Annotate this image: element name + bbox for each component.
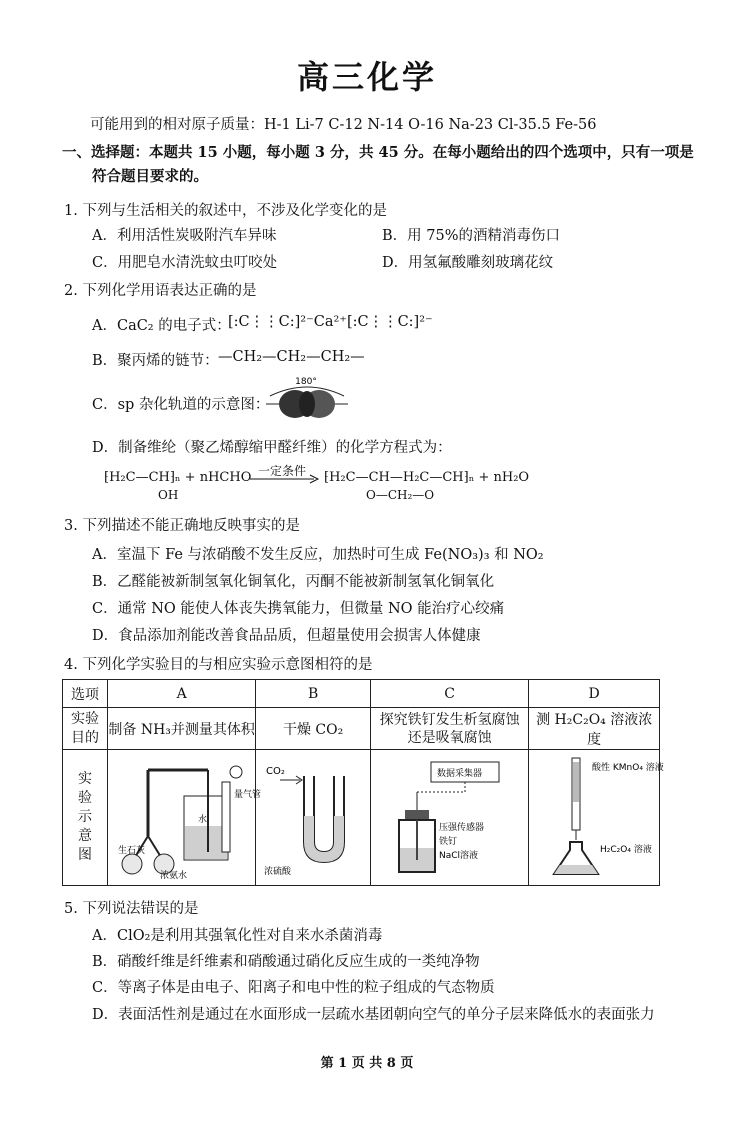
header-a: A	[107, 680, 255, 708]
purpose-a: 制备 NH₃并测量其体积	[107, 708, 255, 750]
q3-option-a: A．室温下 Fe 与浓硝酸不发生反应，加热时可生成 Fe(NO₃)₃ 和 NO₂	[92, 547, 544, 563]
page-footer: 第 1 页 共 8 页	[320, 1056, 414, 1071]
label-water: 水	[197, 814, 207, 825]
label-kmno4: 酸性 KMnO₄ 溶液	[592, 762, 664, 773]
q2-option-b: B．聚丙烯的链节：	[92, 353, 219, 369]
q3-option-b: B．乙醛能被新制氢氧化铜氧化，丙酮不能被新制氢氧化铜氧化	[92, 574, 495, 590]
label-nacl-solution: NaCl溶液	[438, 850, 478, 861]
q2-option-a: A．CaC₂ 的电子式：	[92, 318, 231, 334]
label-gas-tube: 量气管	[233, 789, 261, 800]
q1-stem: 1. 下列与生活相关的叙述中，不涉及化学变化的是	[64, 203, 387, 219]
equation-right: ⁅H₂C—CH—H₂C—CH⁆ₙ + nH₂O	[324, 470, 530, 485]
table-header-row	[63, 680, 660, 708]
apparatus-b-figure	[260, 752, 366, 880]
q4-table	[62, 679, 664, 886]
purpose-d: 测 H₂C₂O₄ 溶液浓度	[529, 708, 660, 750]
q2-stem: 2. 下列化学用语表达正确的是	[64, 283, 257, 299]
header-b: B	[256, 680, 370, 708]
q4-stem: 4. 下列化学实验目的与相应实验示意图相符的是	[64, 657, 373, 673]
purpose-row	[63, 708, 660, 750]
q5-option-d: D．表面活性剂是通过在水面形成一层疏水基团朝向空气的单分子层来降低水的表面张力	[92, 1007, 655, 1023]
header-d: D	[529, 680, 660, 708]
header-option: 选项	[63, 680, 108, 708]
diagram-label: 实 验 示 意 图	[63, 750, 108, 886]
q1-option-d: D．用氢氟酸雕刻玻璃花纹	[382, 255, 554, 271]
q2-option-c: C．sp 杂化轨道的示意图：	[92, 397, 270, 413]
sp-angle-label: 180°	[295, 377, 317, 387]
purpose-b: 干燥 CO₂	[256, 708, 370, 750]
q5-option-a: A．ClO₂是利用其强氧化性对自来水杀菌消毒	[92, 928, 383, 944]
header-c: C	[370, 680, 528, 708]
q2-option-b-formula: —CH₂—CH₂—CH₂—	[218, 349, 365, 365]
q2-option-d: D．制备维纶（聚乙烯醇缩甲醛纤维）的化学方程式为：	[92, 440, 452, 456]
equation-left: ⁅H₂C—CH⁆ₙ + nHCHO	[104, 470, 252, 485]
q1-option-a: A．利用活性炭吸附汽车异味	[92, 228, 277, 244]
purpose-c: 探究铁钉发生析氢腐蚀还是吸氧腐蚀	[370, 708, 528, 750]
diagram-a-cell	[107, 750, 261, 886]
equation-arrow	[248, 474, 320, 484]
q5-option-c: C．等离子体是由电子、阳离子和电中性的粒子组成的气态物质	[92, 980, 495, 996]
label-ammonia: 浓氨水	[159, 870, 187, 881]
diagram-b-cell	[256, 750, 370, 886]
equation-condition: 一定条件	[258, 464, 307, 478]
diagram-d-cell	[529, 750, 664, 886]
equation-bridge: O—CH₂—O	[366, 488, 435, 502]
diagram-row	[63, 750, 660, 886]
purpose-label: 实验 目的	[63, 708, 108, 750]
diagram-c-cell	[370, 750, 528, 886]
label-co2: CO₂	[266, 765, 285, 777]
label-data-collector: 数据采集器	[436, 768, 482, 779]
section-heading-line2: 符合题目要求的。	[92, 168, 208, 185]
q1-option-b: B．用 75%的酒精消毒伤口	[382, 228, 560, 244]
atomic-masses: 可能用到的相对原子质量：H-1 Li-7 C-12 N-14 O-16 Na-23 Cl-35.5 Fe-56	[90, 117, 597, 133]
label-oxalic-acid: H₂C₂O₄ 溶液	[600, 844, 652, 855]
q2-option-a-formula: [:C⋮⋮C:]²⁻Ca²⁺[:C⋮⋮C:]²⁻	[228, 314, 433, 330]
apparatus-d-figure	[532, 752, 664, 880]
sp-orbital-figure	[262, 374, 352, 424]
q1-option-c: C．用肥皂水清洗蚊虫叮咬处	[92, 255, 278, 271]
label-iron-nail: 铁钉	[438, 836, 457, 847]
section-heading-line1: 一、选择题：本题共 15 小题，每小题 3 分，共 45 分。在每小题给出的四个选项中，只有一项是	[62, 144, 694, 161]
apparatus-a-figure	[112, 752, 261, 881]
label-lime: 生石灰	[117, 845, 145, 856]
label-sulfuric-acid: 浓硫酸	[264, 866, 292, 877]
equation-oh: OH	[158, 488, 179, 502]
q5-stem: 5. 下列说法错误的是	[64, 901, 199, 917]
q3-option-d: D．食品添加剂能改善食品品质，但超量使用会损害人体健康	[92, 628, 481, 644]
label-pressure-sensor: 压强传感器	[438, 822, 484, 833]
page-title: 高三化学	[296, 58, 437, 96]
q3-stem: 3. 下列描述不能正确地反映事实的是	[64, 518, 300, 534]
q5-option-b: B．硝酸纤维是纤维素和硝酸通过硝化反应生成的一类纯净物	[92, 954, 480, 970]
q3-option-c: C．通常 NO 能使人体丧失携氧能力，但微量 NO 能治疗心绞痛	[92, 601, 505, 617]
apparatus-c-figure	[375, 752, 525, 880]
